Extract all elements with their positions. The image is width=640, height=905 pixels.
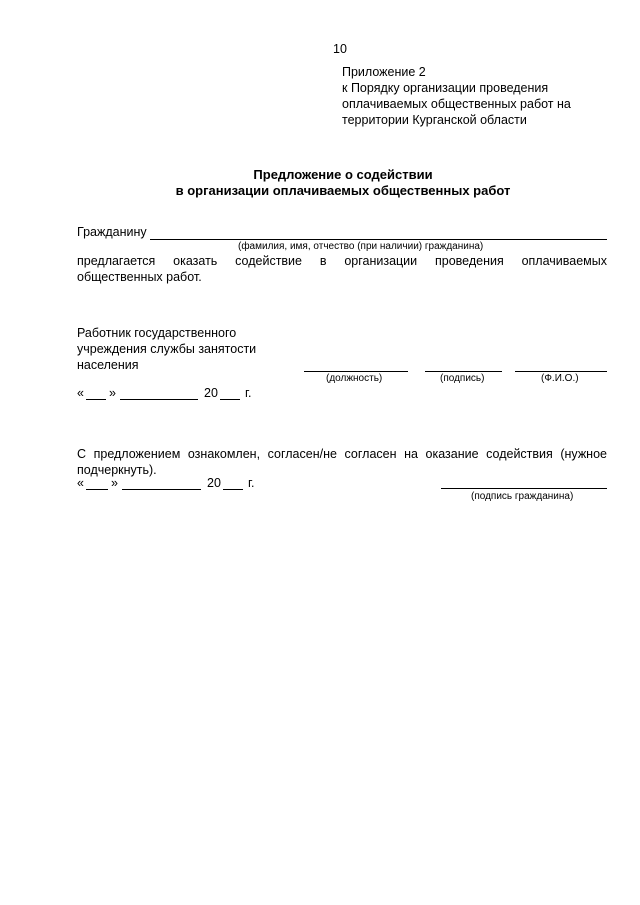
worker-position-caption: (должность) bbox=[326, 373, 383, 384]
ack-text-line-2: подчеркнуть). bbox=[77, 463, 157, 477]
ack-date-close-quote: » bbox=[111, 476, 118, 490]
title-line-2: в организации оплачиваемых общественных работ bbox=[175, 183, 511, 198]
worker-date-day-field[interactable] bbox=[86, 399, 106, 400]
citizen-label: Гражданину bbox=[77, 225, 147, 239]
worker-line-3: населения bbox=[77, 358, 139, 372]
worker-signature-field[interactable] bbox=[425, 371, 502, 372]
page-number: 10 bbox=[333, 42, 347, 56]
appendix-line-4: территории Курганской области bbox=[342, 113, 527, 127]
ack-date-year-field[interactable] bbox=[223, 489, 243, 490]
worker-name-field[interactable] bbox=[515, 371, 607, 372]
ack-date-open-quote: « bbox=[77, 476, 84, 490]
ack-date-month-field[interactable] bbox=[122, 489, 201, 490]
worker-date-open-quote: « bbox=[77, 386, 84, 400]
worker-position-field[interactable] bbox=[304, 371, 408, 372]
worker-signature-caption: (подпись) bbox=[440, 373, 485, 384]
citizen-name-field[interactable] bbox=[150, 239, 607, 240]
ack-signature-field[interactable] bbox=[441, 488, 607, 489]
title-line-1: Предложение о содействии bbox=[253, 167, 433, 182]
worker-line-1: Работник государственного bbox=[77, 326, 237, 340]
citizen-name-caption: (фамилия, имя, отчество (при наличии) гражданина) bbox=[238, 241, 484, 252]
worker-line-2: учреждения службы занятости bbox=[77, 342, 257, 356]
ack-date-day-field[interactable] bbox=[86, 489, 108, 490]
appendix-line-1: Приложение 2 bbox=[342, 65, 426, 79]
worker-date-close-quote: » bbox=[109, 386, 116, 400]
worker-date-month-field[interactable] bbox=[120, 399, 198, 400]
citizen-text-line-2: общественных работ. bbox=[77, 270, 202, 284]
worker-date-year-prefix: 20 bbox=[204, 386, 218, 400]
ack-signature-caption: (подпись гражданина) bbox=[471, 491, 574, 502]
appendix-line-3: оплачиваемых общественных работ на bbox=[342, 97, 571, 111]
appendix-line-2: к Порядку организации проведения bbox=[342, 81, 549, 95]
ack-date-year-prefix: 20 bbox=[207, 476, 221, 490]
worker-date-year-suffix: г. bbox=[245, 386, 252, 400]
ack-date-year-suffix: г. bbox=[248, 476, 255, 490]
worker-name-caption: (Ф.И.О.) bbox=[541, 373, 579, 384]
citizen-text-line-1: предлагается оказать содействие в организации проведения оплачиваемых bbox=[77, 254, 607, 268]
ack-text-line-1: С предложением ознакомлен, согласен/не согласен на оказание содействия (нужное bbox=[77, 447, 607, 461]
worker-date-year-field[interactable] bbox=[220, 399, 240, 400]
